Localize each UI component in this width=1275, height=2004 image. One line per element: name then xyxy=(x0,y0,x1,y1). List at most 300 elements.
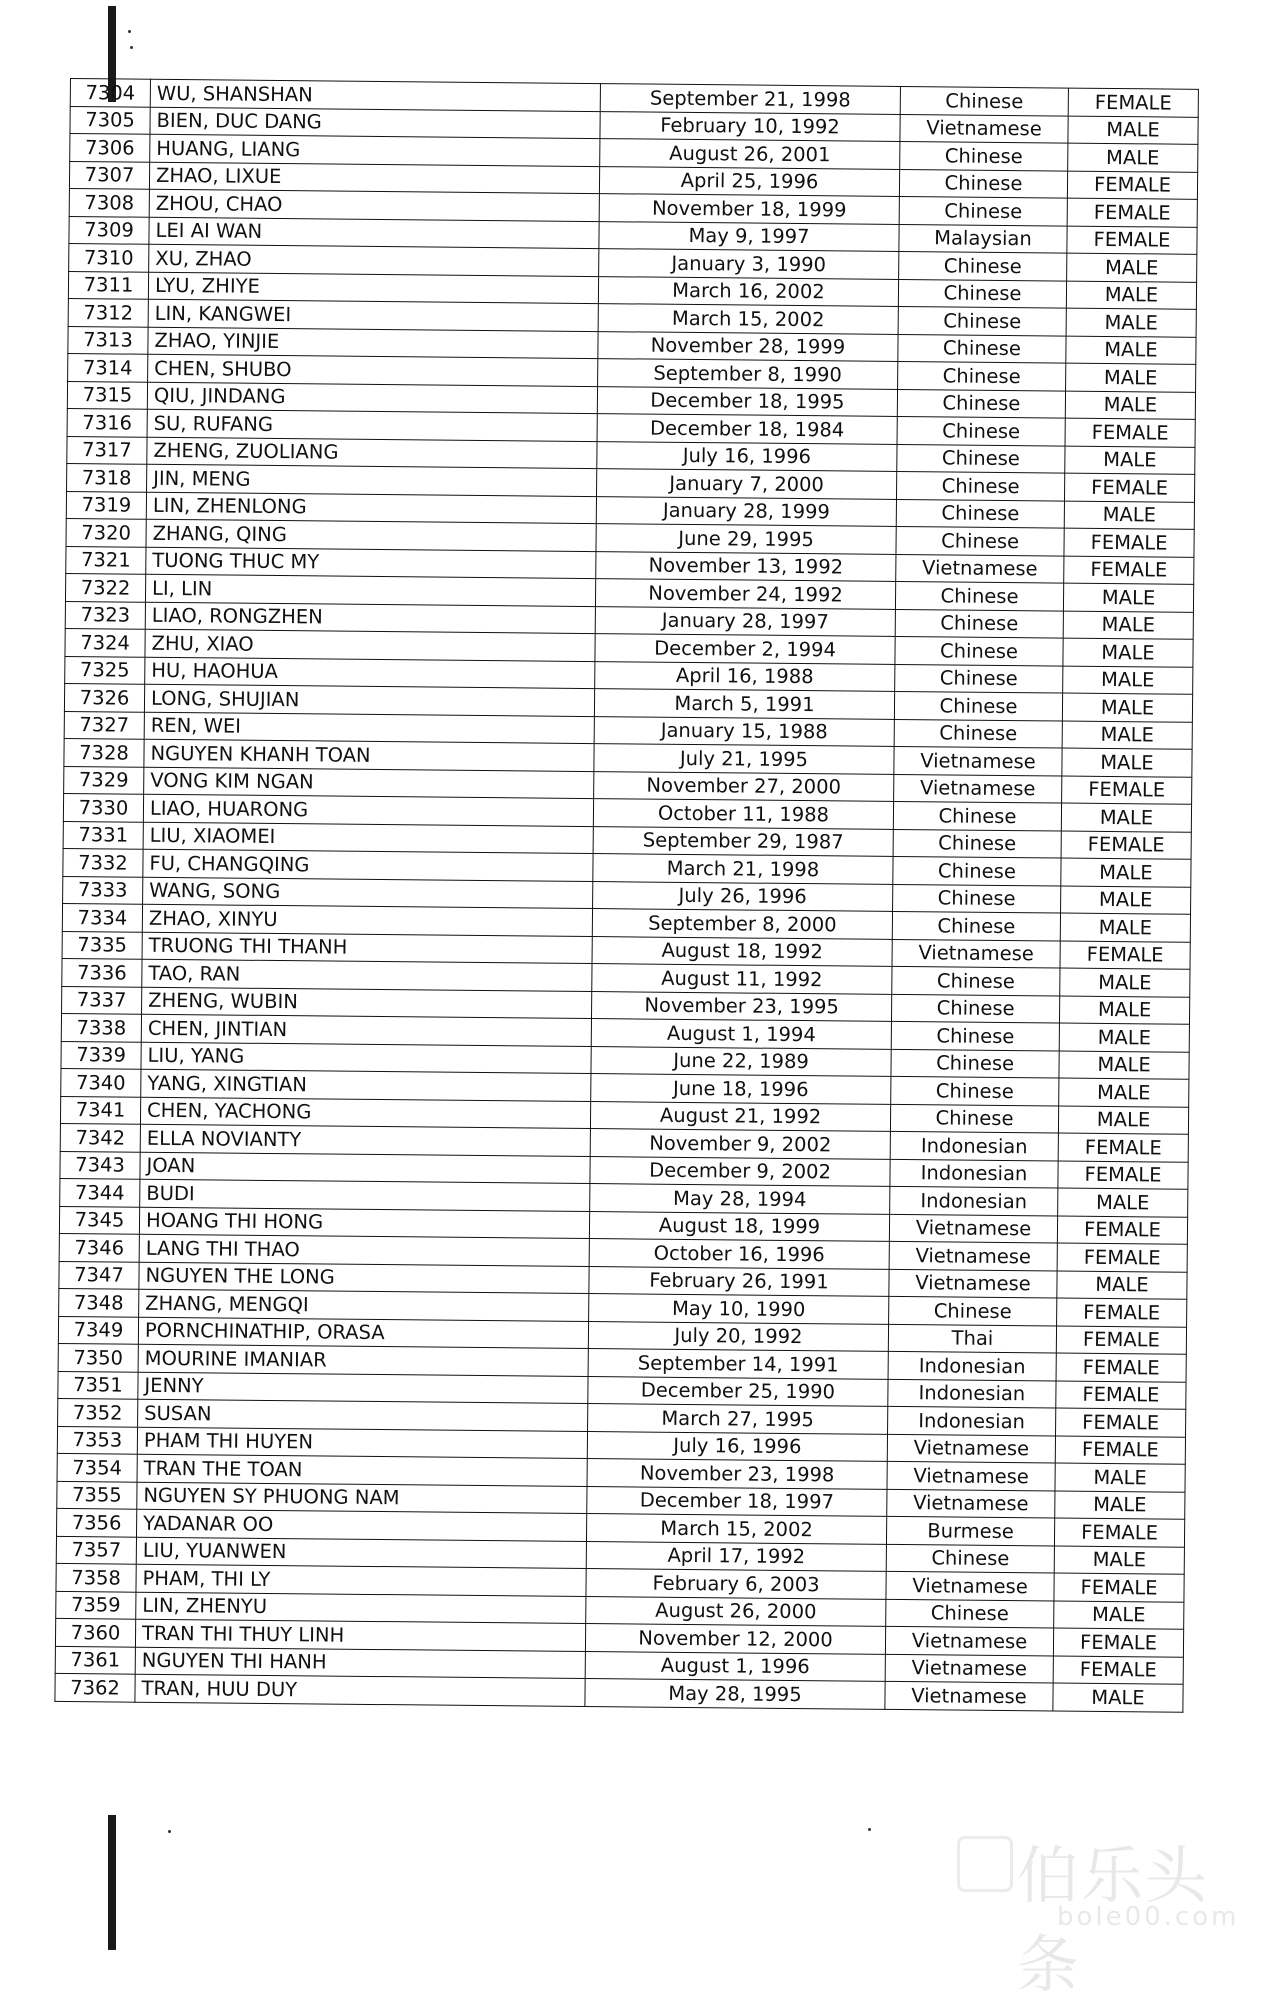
cell-nationality: Vietnamese xyxy=(885,1654,1053,1683)
cell-name: ZHOU, CHAO xyxy=(149,189,599,221)
cell-name: PHAM, THI LY xyxy=(136,1564,586,1596)
cell-dob: May 10, 1990 xyxy=(589,1294,889,1324)
cell-nationality: Chinese xyxy=(894,691,1062,720)
cell-id: 7337 xyxy=(62,986,142,1014)
cell-nationality: Vietnamese xyxy=(885,1681,1053,1710)
cell-nationality: Chinese xyxy=(900,141,1068,170)
cell-name: MOURINE IMANIAR xyxy=(138,1344,588,1376)
cell-dob: August 18, 1992 xyxy=(592,936,892,966)
cell-gender: FEMALE xyxy=(1067,226,1197,255)
cell-gender: FEMALE xyxy=(1056,1381,1186,1410)
cell-dob: April 17, 1992 xyxy=(586,1541,886,1571)
cell-nationality: Chinese xyxy=(886,1599,1054,1628)
cell-gender: MALE xyxy=(1055,1463,1185,1492)
cell-nationality: Vietnamese xyxy=(900,114,1068,143)
cell-gender: MALE xyxy=(1065,391,1195,420)
cell-nationality: Chinese xyxy=(896,499,1064,528)
cell-name: JENNY xyxy=(138,1372,588,1404)
cell-dob: March 21, 1998 xyxy=(593,854,893,884)
cell-name: HUANG, LIANG xyxy=(150,134,600,166)
cell-gender: MALE xyxy=(1063,666,1193,695)
cell-gender: MALE xyxy=(1063,638,1193,667)
cell-gender: FEMALE xyxy=(1056,1353,1186,1382)
cell-name: NGUYEN KHANH TOAN xyxy=(144,739,594,771)
cell-id: 7358 xyxy=(56,1563,136,1591)
cell-dob: July 16, 1996 xyxy=(597,441,897,471)
cell-dob: December 9, 2002 xyxy=(590,1156,890,1186)
cell-name: TRAN THI THUY LINH xyxy=(135,1619,585,1651)
cell-dob: August 18, 1999 xyxy=(589,1211,889,1241)
cell-nationality: Chinese xyxy=(890,1104,1058,1133)
cell-dob: January 28, 1999 xyxy=(596,496,896,526)
cell-nationality: Chinese xyxy=(897,416,1065,445)
cell-dob: January 28, 1997 xyxy=(595,606,895,636)
cell-dob: March 15, 2002 xyxy=(586,1514,886,1544)
cell-nationality: Chinese xyxy=(899,251,1067,280)
cell-dob: July 26, 1996 xyxy=(593,881,893,911)
cell-id: 7311 xyxy=(68,271,148,299)
cell-id: 7344 xyxy=(60,1178,140,1206)
cell-gender: MALE xyxy=(1066,308,1196,337)
cell-gender: FEMALE xyxy=(1062,776,1192,805)
cell-gender: MALE xyxy=(1066,363,1196,392)
cell-dob: August 26, 2001 xyxy=(600,139,900,169)
cell-id: 7336 xyxy=(62,958,142,986)
cell-dob: December 18, 1984 xyxy=(597,414,897,444)
cell-dob: August 1, 1994 xyxy=(591,1019,891,1049)
cell-dob: November 12, 2000 xyxy=(585,1624,885,1654)
cell-name: LIAO, HUARONG xyxy=(143,794,593,826)
cell-gender: MALE xyxy=(1062,721,1192,750)
cell-nationality: Chinese xyxy=(896,526,1064,555)
cell-id: 7335 xyxy=(62,931,142,959)
cell-dob: November 28, 1999 xyxy=(598,331,898,361)
watermark-text: 伯乐头条 xyxy=(1017,1839,1210,2001)
cell-dob: May 9, 1997 xyxy=(599,221,899,251)
cell-name: ZHENG, WUBIN xyxy=(142,987,592,1019)
cell-dob: August 1, 1996 xyxy=(585,1651,885,1681)
cell-gender: FEMALE xyxy=(1054,1573,1184,1602)
cell-gender: FEMALE xyxy=(1057,1298,1187,1327)
cell-gender: MALE xyxy=(1061,858,1191,887)
cell-id: 7332 xyxy=(63,848,143,876)
cell-name: XU, ZHAO xyxy=(149,244,599,276)
cell-name: LIU, YUANWEN xyxy=(136,1537,586,1569)
cell-gender: FEMALE xyxy=(1054,1518,1184,1547)
cell-nationality: Indonesian xyxy=(888,1406,1056,1435)
cell-name: HU, HAOHUA xyxy=(145,657,595,689)
cell-nationality: Vietnamese xyxy=(889,1214,1057,1243)
cell-name: CHEN, JINTIAN xyxy=(141,1014,591,1046)
cell-name: JIN, MENG xyxy=(147,464,597,496)
cell-name: PORNCHINATHIP, ORASA xyxy=(138,1317,588,1349)
cell-id: 7341 xyxy=(60,1096,140,1124)
cell-nationality: Chinese xyxy=(896,471,1064,500)
cell-nationality: Chinese xyxy=(895,609,1063,638)
cell-name: WANG, SONG xyxy=(143,877,593,909)
cell-id: 7351 xyxy=(58,1371,138,1399)
cell-nationality: Vietnamese xyxy=(887,1461,1055,1490)
cell-dob: November 9, 2002 xyxy=(590,1129,890,1159)
cell-id: 7340 xyxy=(61,1068,141,1096)
cell-name: NGUYEN SY PHUONG NAM xyxy=(137,1482,587,1514)
cell-nationality: Chinese xyxy=(894,719,1062,748)
cell-gender: MALE xyxy=(1062,748,1192,777)
cell-gender: MALE xyxy=(1061,803,1191,832)
cell-id: 7310 xyxy=(69,243,149,271)
cell-nationality: Chinese xyxy=(898,334,1066,363)
cell-name: QIU, JINDANG xyxy=(147,382,597,414)
roster-sheet xyxy=(54,78,1198,1712)
watermark-logo-icon xyxy=(957,1836,1013,1892)
cell-id: 7359 xyxy=(56,1591,136,1619)
cell-name: YADANAR OO xyxy=(137,1509,587,1541)
scan-speck xyxy=(168,1830,171,1833)
cell-gender: MALE xyxy=(1062,693,1192,722)
cell-dob: May 28, 1995 xyxy=(585,1679,885,1709)
cell-gender: MALE xyxy=(1054,1601,1184,1630)
cell-id: 7308 xyxy=(69,188,149,216)
cell-nationality: Vietnamese xyxy=(894,774,1062,803)
cell-id: 7343 xyxy=(60,1151,140,1179)
cell-gender: FEMALE xyxy=(1061,831,1191,860)
roster-table xyxy=(54,78,1199,1712)
cell-gender: MALE xyxy=(1059,1078,1189,1107)
cell-gender: FEMALE xyxy=(1060,941,1190,970)
cell-dob: August 26, 2000 xyxy=(586,1596,886,1626)
cell-name: REN, WEI xyxy=(144,712,594,744)
cell-nationality: Chinese xyxy=(895,664,1063,693)
cell-name: LIN, ZHENLONG xyxy=(146,492,596,524)
cell-gender: FEMALE xyxy=(1064,528,1194,557)
cell-id: 7326 xyxy=(64,683,144,711)
cell-name: ZHAO, LIXUE xyxy=(149,162,599,194)
cell-dob: August 11, 1992 xyxy=(592,964,892,994)
cell-name: LI, LIN xyxy=(145,574,595,606)
cell-dob: June 29, 1995 xyxy=(596,524,896,554)
cell-name: LIN, KANGWEI xyxy=(148,299,598,331)
cell-name: CHEN, YACHONG xyxy=(140,1097,590,1129)
cell-dob: September 29, 1987 xyxy=(593,826,893,856)
cell-name: BUDI xyxy=(140,1179,590,1211)
cell-id: 7319 xyxy=(66,491,146,519)
cell-gender: FEMALE xyxy=(1055,1436,1185,1465)
cell-gender: FEMALE xyxy=(1068,88,1198,117)
cell-name: ZHANG, MENGQI xyxy=(139,1289,589,1321)
cell-name: ZHENG, ZUOLIANG xyxy=(147,437,597,469)
scan-speck xyxy=(130,46,133,49)
cell-name: ZHANG, QING xyxy=(146,519,596,551)
cell-nationality: Burmese xyxy=(886,1516,1054,1545)
cell-id: 7360 xyxy=(55,1618,135,1646)
cell-name: TUONG THUC MY xyxy=(146,547,596,579)
cell-nationality: Chinese xyxy=(899,169,1067,198)
cell-name: VONG KIM NGAN xyxy=(144,767,594,799)
cell-dob: August 21, 1992 xyxy=(590,1101,890,1131)
cell-gender: FEMALE xyxy=(1056,1326,1186,1355)
cell-dob: December 18, 1995 xyxy=(597,386,897,416)
cell-name: PHAM THI HUYEN xyxy=(137,1427,587,1459)
cell-id: 7328 xyxy=(64,738,144,766)
cell-nationality: Chinese xyxy=(899,196,1067,225)
cell-id: 7313 xyxy=(68,326,148,354)
cell-name: LANG THI THAO xyxy=(139,1234,589,1266)
cell-name: TRAN, HUU DUY xyxy=(135,1674,585,1706)
cell-id: 7330 xyxy=(63,793,143,821)
cell-id: 7315 xyxy=(67,381,147,409)
cell-gender: FEMALE xyxy=(1067,198,1197,227)
cell-dob: November 23, 1995 xyxy=(591,991,891,1021)
cell-id: 7338 xyxy=(61,1013,141,1041)
cell-nationality: Vietnamese xyxy=(896,554,1064,583)
cell-dob: May 28, 1994 xyxy=(590,1184,890,1214)
cell-id: 7357 xyxy=(56,1536,136,1564)
cell-name: ZHAO, XINYU xyxy=(142,904,592,936)
cell-name: CHEN, SHUBO xyxy=(148,354,598,386)
cell-dob: July 20, 1992 xyxy=(588,1321,888,1351)
cell-nationality: Chinese xyxy=(898,279,1066,308)
cell-id: 7333 xyxy=(63,876,143,904)
cell-gender: MALE xyxy=(1054,1546,1184,1575)
cell-nationality: Chinese xyxy=(898,306,1066,335)
cell-dob: October 11, 1988 xyxy=(593,799,893,829)
cell-nationality: Chinese xyxy=(891,994,1059,1023)
cell-dob: November 23, 1998 xyxy=(587,1459,887,1489)
cell-nationality: Indonesian xyxy=(888,1379,1056,1408)
cell-name: LIU, YANG xyxy=(141,1042,591,1074)
cell-gender: MALE xyxy=(1059,1051,1189,1080)
cell-nationality: Chinese xyxy=(891,1076,1059,1105)
cell-name: LIAO, RONGZHEN xyxy=(145,602,595,634)
cell-dob: September 14, 1991 xyxy=(588,1349,888,1379)
cell-gender: FEMALE xyxy=(1053,1656,1183,1685)
cell-dob: December 2, 1994 xyxy=(595,634,895,664)
cell-name: TRUONG THI THANH xyxy=(142,932,592,964)
cell-id: 7317 xyxy=(67,436,147,464)
cell-gender: MALE xyxy=(1064,501,1194,530)
cell-gender: MALE xyxy=(1063,611,1193,640)
cell-id: 7347 xyxy=(59,1261,139,1289)
cell-name: LYU, ZHIYE xyxy=(148,272,598,304)
cell-id: 7321 xyxy=(66,546,146,574)
cell-nationality: Chinese xyxy=(891,1049,1059,1078)
cell-nationality: Vietnamese xyxy=(892,939,1060,968)
cell-dob: September 8, 1990 xyxy=(598,359,898,389)
cell-nationality: Chinese xyxy=(893,884,1061,913)
cell-dob: April 25, 1996 xyxy=(599,166,899,196)
cell-nationality: Indonesian xyxy=(888,1351,1056,1380)
cell-id: 7339 xyxy=(61,1041,141,1069)
cell-id: 7318 xyxy=(67,463,147,491)
cell-gender: MALE xyxy=(1066,281,1196,310)
cell-id: 7354 xyxy=(57,1453,137,1481)
cell-gender: FEMALE xyxy=(1058,1161,1188,1190)
cell-nationality: Chinese xyxy=(897,389,1065,418)
cell-id: 7331 xyxy=(63,821,143,849)
cell-dob: September 21, 1998 xyxy=(600,84,900,114)
cell-gender: MALE xyxy=(1066,336,1196,365)
cell-name: YANG, XINGTIAN xyxy=(141,1069,591,1101)
cell-gender: FEMALE xyxy=(1053,1628,1183,1657)
watermark-url: bole00.com xyxy=(1057,1902,1240,1932)
cell-dob: January 3, 1990 xyxy=(599,249,899,279)
cell-gender: MALE xyxy=(1061,886,1191,915)
cell-id: 7334 xyxy=(62,903,142,931)
cell-name: LIN, ZHENYU xyxy=(136,1592,586,1624)
cell-name: SU, RUFANG xyxy=(147,409,597,441)
cell-dob: January 7, 2000 xyxy=(597,469,897,499)
cell-id: 7346 xyxy=(59,1233,139,1261)
cell-name: TAO, RAN xyxy=(142,959,592,991)
cell-gender: MALE xyxy=(1058,1188,1188,1217)
cell-nationality: Chinese xyxy=(895,581,1063,610)
cell-id: 7304 xyxy=(70,79,150,107)
cell-name: LONG, SHUJIAN xyxy=(144,684,594,716)
cell-id: 7312 xyxy=(68,298,148,326)
cell-id: 7305 xyxy=(70,106,150,134)
cell-id: 7325 xyxy=(65,656,145,684)
cell-nationality: Chinese xyxy=(898,361,1066,390)
cell-id: 7348 xyxy=(59,1288,139,1316)
cell-dob: March 5, 1991 xyxy=(594,689,894,719)
cell-name: ZHAO, YINJIE xyxy=(148,327,598,359)
cell-nationality: Vietnamese xyxy=(894,746,1062,775)
cell-dob: July 21, 1995 xyxy=(594,744,894,774)
cell-nationality: Vietnamese xyxy=(889,1269,1057,1298)
cell-nationality: Chinese xyxy=(886,1544,1054,1573)
cell-id: 7355 xyxy=(57,1481,137,1509)
cell-id: 7322 xyxy=(65,573,145,601)
cell-gender: MALE xyxy=(1063,583,1193,612)
cell-nationality: Chinese xyxy=(893,856,1061,885)
cell-name: SUSAN xyxy=(138,1399,588,1431)
cell-id: 7345 xyxy=(59,1206,139,1234)
cell-dob: November 13, 1992 xyxy=(596,551,896,581)
cell-name: TRAN THE TOAN xyxy=(137,1454,587,1486)
cell-id: 7342 xyxy=(60,1123,140,1151)
cell-dob: February 10, 1992 xyxy=(600,111,900,141)
cell-dob: November 27, 2000 xyxy=(594,771,894,801)
cell-dob: September 8, 2000 xyxy=(592,909,892,939)
cell-nationality: Indonesian xyxy=(890,1159,1058,1188)
cell-dob: December 25, 1990 xyxy=(588,1376,888,1406)
cell-dob: February 6, 2003 xyxy=(586,1569,886,1599)
cell-id: 7324 xyxy=(65,628,145,656)
cell-nationality: Chinese xyxy=(897,444,1065,473)
cell-name: WU, SHANSHAN xyxy=(150,79,600,111)
cell-dob: June 22, 1989 xyxy=(591,1046,891,1076)
cell-id: 7307 xyxy=(69,161,149,189)
cell-id: 7327 xyxy=(64,711,144,739)
cell-dob: March 15, 2002 xyxy=(598,304,898,334)
cell-name: NGUYEN THI HANH xyxy=(135,1647,585,1679)
cell-name: ZHU, XIAO xyxy=(145,629,595,661)
cell-nationality: Chinese xyxy=(893,829,1061,858)
scan-edge-bottom xyxy=(108,1815,116,1950)
cell-id: 7320 xyxy=(66,518,146,546)
cell-nationality: Chinese xyxy=(895,636,1063,665)
roster-body xyxy=(55,79,1199,1712)
cell-name: BIEN, DUC DANG xyxy=(150,107,600,139)
cell-dob: March 27, 1995 xyxy=(588,1404,888,1434)
cell-gender: MALE xyxy=(1068,143,1198,172)
cell-name: LEI AI WAN xyxy=(149,217,599,249)
cell-dob: November 24, 1992 xyxy=(595,579,895,609)
cell-id: 7329 xyxy=(64,766,144,794)
cell-gender: MALE xyxy=(1053,1683,1183,1712)
cell-nationality: Chinese xyxy=(893,801,1061,830)
cell-dob: December 18, 1997 xyxy=(587,1486,887,1516)
cell-dob: February 26, 1991 xyxy=(589,1266,889,1296)
cell-name: NGUYEN THE LONG xyxy=(139,1262,589,1294)
scan-speck xyxy=(128,30,131,33)
cell-nationality: Vietnamese xyxy=(887,1434,1055,1463)
cell-id: 7361 xyxy=(55,1646,135,1674)
cell-nationality: Indonesian xyxy=(890,1131,1058,1160)
cell-id: 7353 xyxy=(57,1426,137,1454)
cell-gender: MALE xyxy=(1065,446,1195,475)
cell-nationality: Vietnamese xyxy=(885,1626,1053,1655)
cell-id: 7316 xyxy=(67,408,147,436)
cell-id: 7352 xyxy=(58,1398,138,1426)
cell-gender: MALE xyxy=(1059,1023,1189,1052)
cell-nationality: Vietnamese xyxy=(889,1241,1057,1270)
cell-nationality: Vietnamese xyxy=(886,1571,1054,1600)
cell-nationality: Chinese xyxy=(891,1021,1059,1050)
cell-dob: April 16, 1988 xyxy=(595,661,895,691)
cell-gender: FEMALE xyxy=(1057,1243,1187,1272)
cell-gender: MALE xyxy=(1057,1271,1187,1300)
cell-dob: March 16, 2002 xyxy=(598,276,898,306)
cell-gender: MALE xyxy=(1060,913,1190,942)
cell-name: LIU, XIAOMEI xyxy=(143,822,593,854)
cell-gender: MALE xyxy=(1068,116,1198,145)
cell-dob: November 18, 1999 xyxy=(599,194,899,224)
cell-nationality: Chinese xyxy=(889,1296,1057,1325)
cell-gender: FEMALE xyxy=(1064,473,1194,502)
cell-gender: FEMALE xyxy=(1058,1133,1188,1162)
cell-gender: FEMALE xyxy=(1064,556,1194,585)
cell-gender: MALE xyxy=(1059,996,1189,1025)
cell-nationality: Chinese xyxy=(892,966,1060,995)
cell-nationality: Thai xyxy=(888,1324,1056,1353)
cell-nationality: Malaysian xyxy=(899,224,1067,253)
cell-dob: July 16, 1996 xyxy=(587,1431,887,1461)
cell-gender: FEMALE xyxy=(1057,1216,1187,1245)
cell-dob: June 18, 1996 xyxy=(591,1074,891,1104)
cell-id: 7349 xyxy=(58,1316,138,1344)
cell-id: 7306 xyxy=(70,134,150,162)
cell-id: 7314 xyxy=(68,353,148,381)
watermark xyxy=(957,1820,1257,2001)
cell-id: 7323 xyxy=(65,601,145,629)
cell-id: 7362 xyxy=(55,1673,135,1701)
cell-id: 7309 xyxy=(69,216,149,244)
cell-nationality: Chinese xyxy=(900,86,1068,115)
cell-id: 7356 xyxy=(57,1508,137,1536)
cell-nationality: Indonesian xyxy=(890,1186,1058,1215)
scan-speck xyxy=(868,1828,871,1831)
cell-name: FU, CHANGQING xyxy=(143,849,593,881)
cell-gender: FEMALE xyxy=(1067,171,1197,200)
cell-name: JOAN xyxy=(140,1152,590,1184)
cell-name: HOANG THI HONG xyxy=(139,1207,589,1239)
cell-gender: FEMALE xyxy=(1065,418,1195,447)
cell-gender: MALE xyxy=(1067,253,1197,282)
cell-nationality: Chinese xyxy=(892,911,1060,940)
cell-dob: October 16, 1996 xyxy=(589,1239,889,1269)
cell-id: 7350 xyxy=(58,1343,138,1371)
